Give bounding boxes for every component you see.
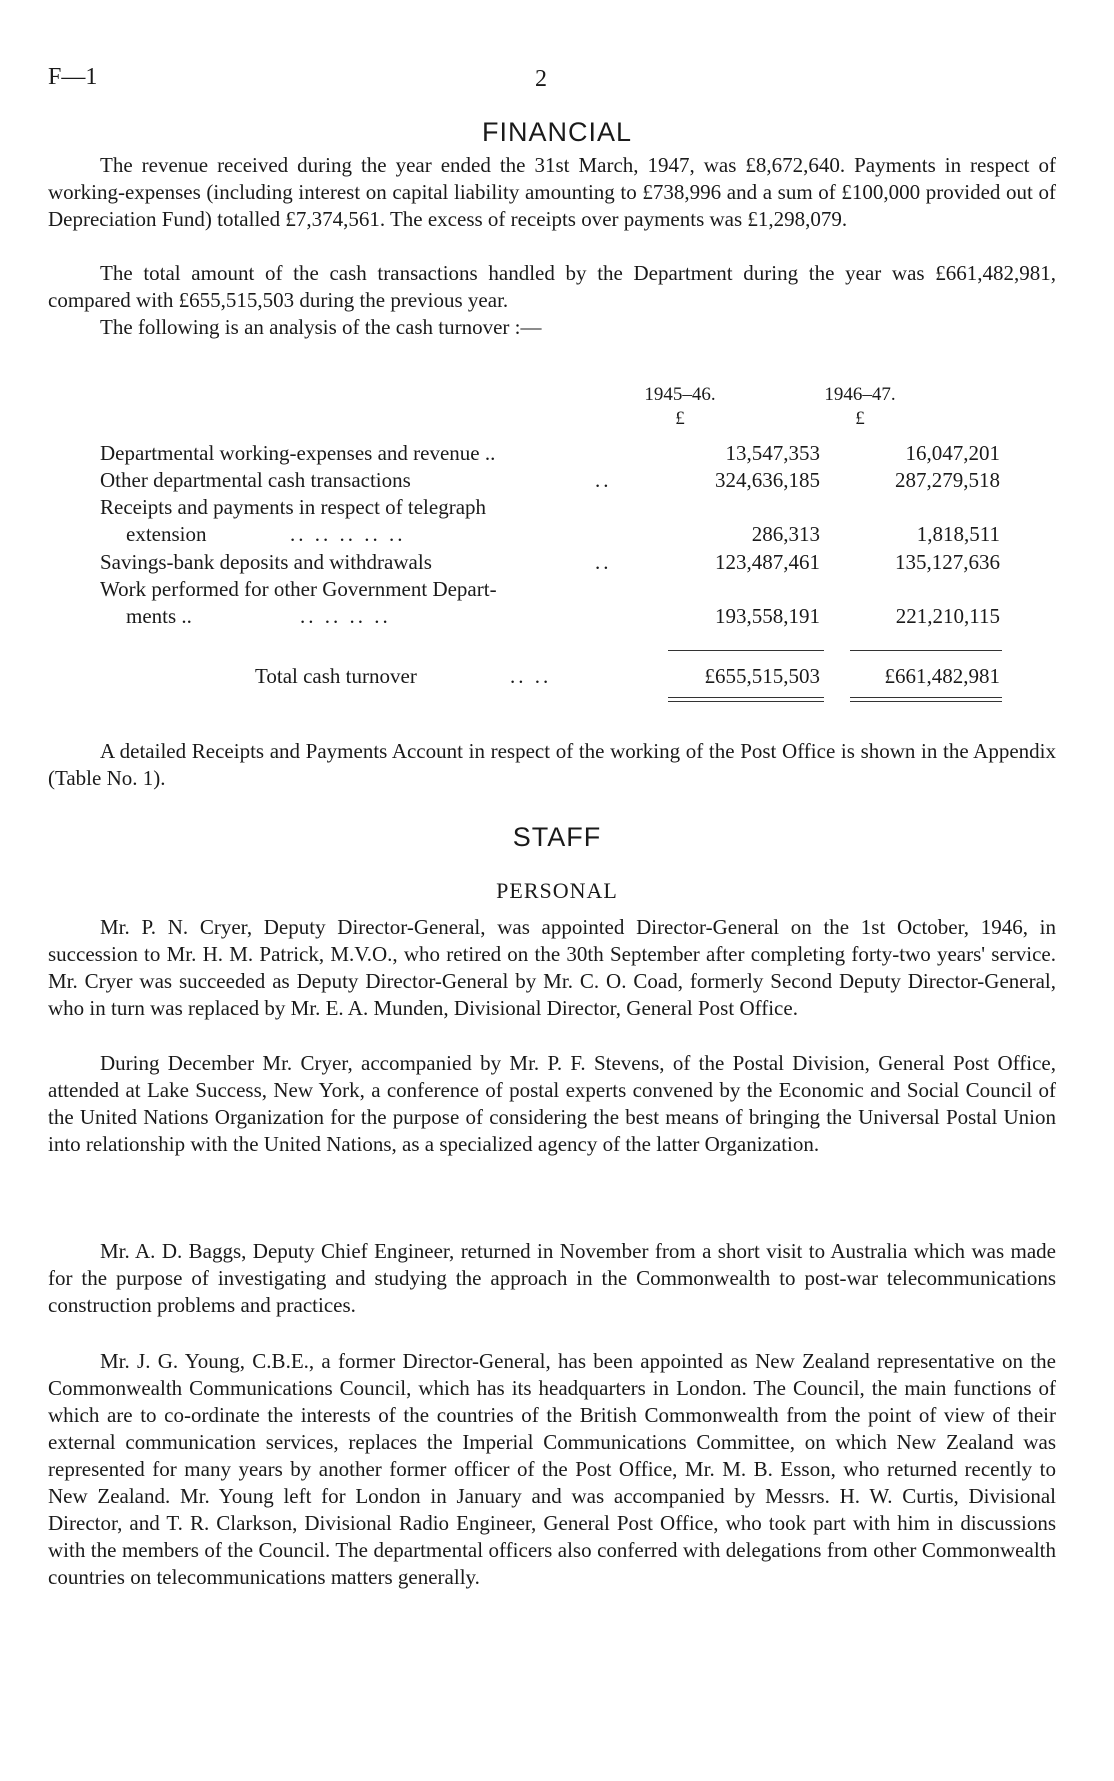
leader-dots: .. .. .. .. .. [290,522,406,546]
value-1945-46: 286,313 [751,522,820,546]
staff-paragraph-2: During December Mr. Cryer, accompanied by Mr. P. F. Stevens, of the Postal Division, General Post Office, attended at Lake Success, New York, a conference of postal experts convened by the Economic and Social Council of the United Nations Organization for the purpose of considering the best means of bringing the Universal Postal Union into relationship with the United Nations, as a specialized agency of the latter Organization. [48,1051,1056,1156]
financial-closing-paragraph: A detailed Receipts and Payments Account in respect of the working of the Post Office is shown in the Appendix (Table No. 1). [48,739,1056,790]
leader-dots: .. .. .. .. [300,604,391,628]
financial-paragraph-3: The following is an analysis of the cash turnover :— [100,315,542,339]
total-1946-47: £661,482,981 [884,664,1000,688]
total-rule [668,697,824,698]
financial-heading: FINANCIAL [481,117,633,147]
total-label: Total cash turnover [255,664,417,688]
staff-paragraph-3: Mr. A. D. Baggs, Deputy Chief Engineer, returned in November from a short visit to Australia which was made for the purpose of investigating and studying the approach in the Commonwealth to post-war telecommunications construction problems and practices. [48,1239,1056,1317]
leader-dots: .. .. [510,664,552,688]
staff-heading: STAFF [512,822,602,852]
column-year: 1945–46. [644,384,716,405]
value-1945-46: 324,636,185 [715,468,820,492]
column-header-1946-47 [800,383,920,431]
row-label: extension [126,522,207,546]
row-label: Other departmental cash transactions [100,468,411,492]
document-code: F—1 [48,64,98,90]
row-label: ments .. [126,604,192,628]
staff-paragraph-4: Mr. J. G. Young, C.B.E., a former Director-General, has been appointed as New Zealand representative on the Commonwealth Communications Council, which has its headquarters in London. The Council, the main functions of which are to co-ordinate the interests of the countries of the British Commonwealth from the point of view of their external communication services, replaces the Imperial Communications Committee, on which New Zealand was represented for many years by another former officer of the Post Office, Mr. M. B. Esson, who returned recently to New Zealand. Mr. Young left for London in January and was accompanied by Messrs. H. W. Curtis, Divisional Director, and T. R. Clarkson, Divisional Radio Engineer, General Post Office, who took part with him in discussions with the members of the Council. The departmental officers also conferred with delegations from other Commonwealth countries on telecommunications matters generally. [48,1349,1056,1589]
total-1945-46: £655,515,503 [704,664,820,688]
personal-subheading: PERSONAL [496,878,618,903]
subtotal-rule [850,650,1002,651]
total-rule [850,701,1002,702]
financial-paragraph-2: The total amount of the cash transactions handled by the Department during the year was £661,482,981, compared with £655,515,503 during the previous year. [48,261,1056,312]
value-1946-47: 16,047,201 [905,441,1000,465]
page-number: 2 [535,66,547,92]
value-1945-46: 193,558,191 [715,604,820,628]
staff-paragraph-1: Mr. P. N. Cryer, Deputy Director-General, was appointed Director-General on the 1st October, 1946, in succession to Mr. H. M. Patrick, M.V.O., who retired on the 30th September after completing forty-two years' service. Mr. Cryer was succeeded as Deputy Director-General by Mr. C. O. Coad, formerly Second Deputy Director-General, who in turn was replaced by Mr. E. A. Munden, Divisional Director, General Post Office. [48,915,1056,1020]
total-rule [668,701,824,702]
row-label: Receipts and payments in respect of telegraph [100,495,487,519]
row-label: Work performed for other Government Depart- [100,577,497,601]
value-1946-47: 1,818,511 [916,522,1000,546]
value-1946-47: 135,127,636 [895,550,1000,574]
value-1945-46: 13,547,353 [725,441,820,465]
column-unit: £ [675,408,685,429]
financial-paragraph-1: The revenue received during the year ended the 31st March, 1947, was £8,672,640. Payments in respect of working-expenses (including interest on capital liability amounting to £738,996 and a sum of £100,000 provided out of Depreciation Fund) totalled £7,374,561. The excess of receipts over payments was £1,298,079. [48,153,1056,231]
value-1946-47: 221,210,115 [895,604,1000,628]
row-label: Departmental working-expenses and revenue .. [100,441,496,465]
value-1945-46: 123,487,461 [715,550,820,574]
column-year: 1946–47. [824,384,896,405]
leader-dots: .. [595,550,612,574]
leader-dots: .. [595,468,612,492]
value-1946-47: 287,279,518 [895,468,1000,492]
column-header-1945-46 [620,383,740,431]
row-label: Savings-bank deposits and withdrawals [100,550,432,574]
total-rule [850,697,1002,698]
subtotal-rule [668,650,824,651]
column-unit: £ [855,408,865,429]
